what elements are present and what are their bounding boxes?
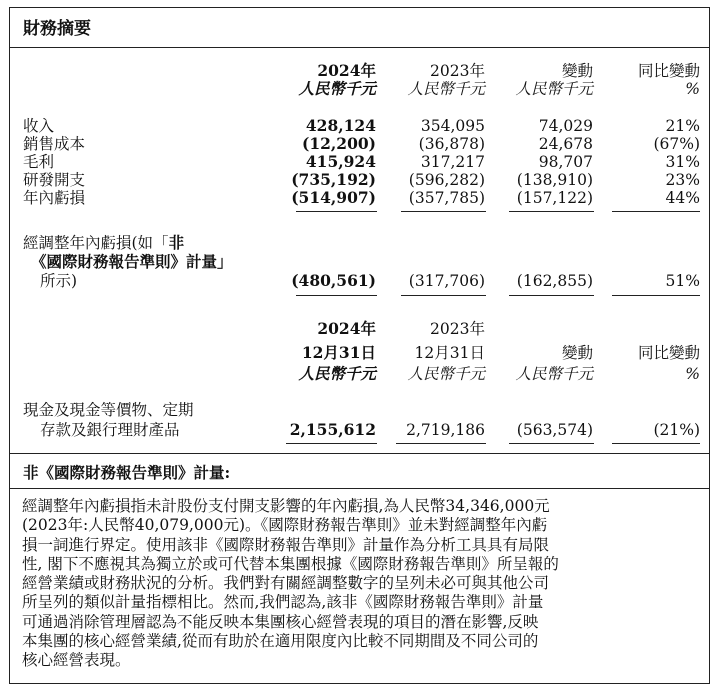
row-value-2024: 415,924 (305, 152, 376, 171)
title-divider (9, 47, 710, 48)
row-value-2023: 354,095 (420, 117, 485, 135)
row-value-change: (138,910) (516, 171, 593, 189)
note-line: 性, 閣下不應視其為獨立於或可代替本集團根據《國際財務報告準則》所呈報的 (22, 554, 559, 573)
note-line: 經調整年內虧損指未計股份支付開支影響的年內虧損,為人民幣34,346,000元 (22, 497, 550, 515)
header-2024-unit: 人民幣千元 (298, 364, 376, 383)
underline (296, 295, 377, 296)
header-yoy-unit: % (685, 80, 700, 98)
cash-value-yoy: (21%) (653, 421, 700, 439)
underline (401, 295, 486, 296)
header-2024-year: 2024年 (317, 61, 376, 80)
row-value-change: (157,122) (516, 189, 593, 207)
adjusted-label-line3: 所示) (40, 272, 78, 290)
note-paragraph (22, 497, 707, 671)
row-label: 研發開支 (23, 171, 86, 189)
note-line: (2023年:人民幣40,079,000元)。《國際財務報告準則》並未對經調整年內虧 (22, 516, 548, 535)
header-yoy-unit: % (685, 365, 700, 383)
header-change-unit: 人民幣千元 (515, 365, 593, 383)
row-value-2024: (12,200) (302, 134, 376, 153)
row-value-2024: (735,192) (291, 170, 376, 189)
adjusted-value-yoy: 51% (665, 272, 700, 290)
section-title: 財務摘要 (23, 19, 91, 39)
header-2024-unit: 人民幣千元 (298, 79, 376, 98)
adjusted-value-change: (162,855) (516, 272, 593, 290)
row-value-2023: (357,785) (408, 189, 485, 207)
header-change-unit: 人民幣千元 (515, 80, 593, 98)
row-value-yoy: 23% (665, 171, 700, 189)
underline (612, 443, 700, 444)
row-value-2023: (36,878) (418, 135, 485, 153)
underline (286, 443, 377, 444)
row-label: 毛利 (23, 153, 55, 171)
underline (612, 295, 700, 296)
note-line: 損一詞進行界定。使用該非《國際財務報告準則》計量作為分析工具具有局限 (22, 535, 550, 554)
row-value-yoy: 21% (665, 117, 700, 135)
note-line: 本集團的核心經營業績,從而有助於在適用限度內比較不同期間及不同公司的 (22, 632, 539, 651)
row-value-change: 74,029 (538, 117, 593, 135)
row-label: 銷售成本 (23, 135, 86, 153)
header-2023-year: 2023年 (430, 62, 485, 80)
note-line: 可通過消除管理層認為不能反映本集團核心經營表現的項目的潛在影響,反映 (22, 612, 539, 631)
note-line: 經營業績或財務狀況的分析。我們對有關經調整數字的呈列未必可與其他公司 (22, 574, 550, 593)
row-value-2024: (514,907) (291, 188, 376, 207)
row-value-change: 98,707 (538, 153, 593, 171)
note-divider (9, 488, 710, 489)
header-2023-unit: 人民幣千元 (407, 365, 485, 383)
cash-value-change: (563,574) (516, 421, 593, 439)
cash-label-line2: 存款及銀行理財產品 (40, 421, 180, 439)
header-change: 變動 (561, 62, 593, 80)
cash-value-2024: 2,155,612 (289, 420, 376, 439)
header-2024-date: 12月31日 (301, 343, 376, 362)
header-2023-date: 12月31日 (414, 344, 485, 362)
note-title: 非《國際財務報告準則》計量: (23, 463, 231, 482)
header-yoy: 同比變動 (637, 344, 700, 362)
adjusted-label-line2: 《國際財務報告準則》計量」 (31, 252, 233, 271)
header-change: 變動 (561, 344, 593, 362)
row-value-change: 24,678 (538, 135, 593, 153)
row-value-2024: 428,124 (305, 116, 376, 135)
header-2023-unit: 人民幣千元 (407, 80, 485, 98)
row-label: 年內虧損 (23, 189, 86, 207)
underline (296, 211, 377, 212)
underline (396, 443, 486, 444)
underline (509, 295, 594, 296)
adjusted-value-2023: (317,706) (408, 272, 485, 290)
header-yoy: 同比變動 (637, 62, 700, 80)
row-value-2023: 317,217 (420, 153, 485, 171)
section-divider (9, 453, 710, 454)
underline (401, 211, 486, 212)
row-value-yoy: (67%) (653, 135, 700, 153)
adjusted-value-2024: (480,561) (291, 271, 376, 290)
underline (509, 443, 594, 444)
header-2024-year: 2024年 (317, 319, 376, 338)
row-label: 收入 (23, 117, 55, 135)
cash-value-2023: 2,719,186 (406, 421, 485, 439)
cash-label-line1: 現金及現金等價物、定期 (23, 401, 194, 419)
note-line: 所呈列的類似計量指標相比。然而,我們認為,該非《國際財務報告準則》計量 (22, 593, 544, 612)
header-2023-year: 2023年 (430, 320, 485, 338)
note-line: 核心經營表現。 (22, 651, 131, 670)
row-value-yoy: 31% (665, 153, 700, 171)
row-value-2023: (596,282) (408, 171, 485, 189)
underline (612, 211, 700, 212)
row-value-yoy: 44% (665, 189, 700, 207)
adjusted-label-line1: 經調整年內虧損(如「非 (23, 233, 185, 252)
underline (509, 211, 594, 212)
